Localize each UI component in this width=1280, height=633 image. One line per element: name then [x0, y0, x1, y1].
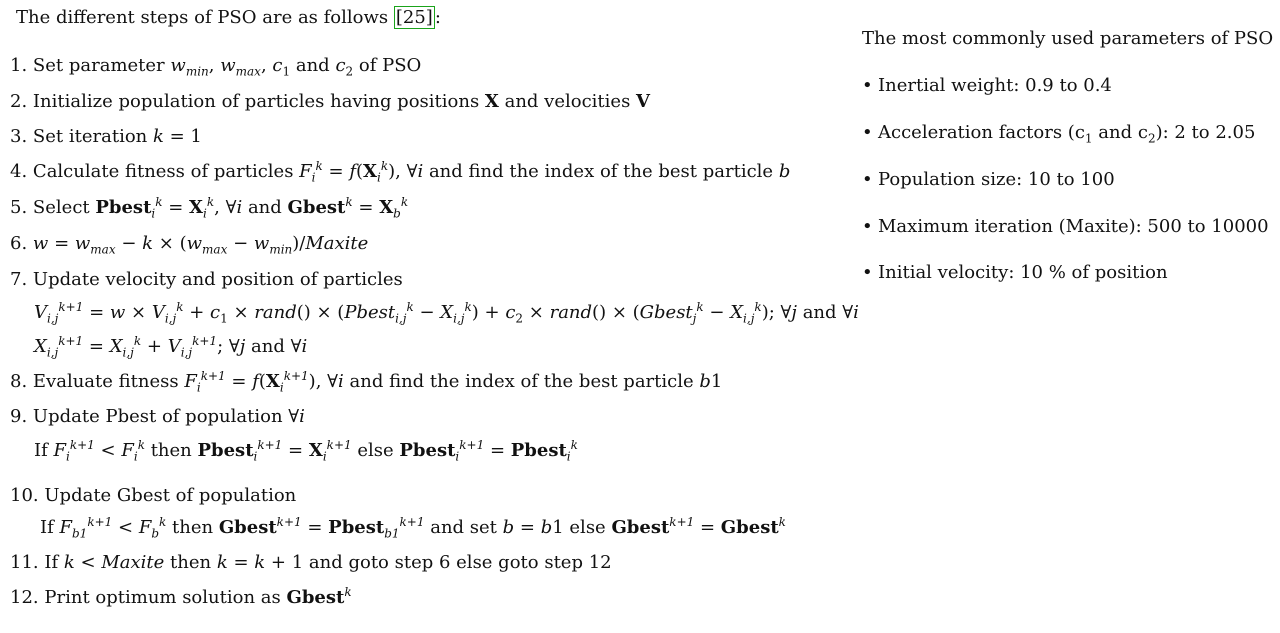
step-10	[10, 485, 296, 507]
velocities-symbol: V	[636, 91, 651, 112]
step-and: and	[290, 55, 336, 76]
step-and: and	[796, 302, 843, 323]
param-item: • Maximum iteration (Maxite): 500 to 10000	[862, 216, 1269, 237]
step-2	[10, 91, 650, 113]
step-7	[10, 269, 403, 291]
step-text: Update Pbest of population	[32, 406, 289, 427]
step-8: 8. Evaluate fitness $F_i^{k+1} = f(X_i^{k+1})$, ∀i and find the index of the best particle b1	[10, 369, 723, 395]
citation-link[interactable]: [25]	[395, 7, 433, 28]
rule-if: If	[34, 440, 54, 461]
intro-text: The different steps of PSO are as follows	[16, 7, 394, 28]
step-text: Update velocity and position of particles	[32, 269, 403, 290]
step-number: 12.	[10, 587, 39, 608]
step-4: 4. Calculate fitness of particles $F_i^k = f(X_i^k)$, ∀i and find the index of the best particle b	[10, 159, 791, 185]
step-12: 12. Print optimum solution as Gbest$^k$	[10, 585, 352, 608]
step-number: 8.	[10, 371, 28, 392]
bullet-icon: •	[862, 262, 873, 283]
step-text: Evaluate fitness	[32, 371, 185, 392]
param-item: • Initial velocity: 10 % of position	[862, 262, 1168, 283]
pbest-update-rule: If $F_i^{k+1} < F_i^k$ then Pbest$_i^{k+1}$ = $X_i^{k+1}$ else Pbest$_i^{k+1}$ = Pbest$_i^k$	[34, 438, 578, 464]
bullet-icon: •	[862, 216, 873, 237]
step-text: Update Gbest of population	[44, 485, 297, 506]
step-number: 11.	[10, 552, 39, 573]
positions-symbol: X	[484, 91, 499, 112]
step-1: 1. Set parameter $w_{min}$, $w_{max}$, $c_1$ and $c_2$ of PSO	[10, 55, 422, 79]
step-text-b: and find the index of the best particle	[343, 371, 700, 392]
step-text: Set parameter	[32, 55, 171, 76]
rule-then: then	[144, 440, 198, 461]
step-text-b: and find the index of the best particle	[423, 161, 779, 182]
param-item: • Population size: 10 to 100	[862, 169, 1115, 190]
rule-then: then	[166, 517, 219, 538]
intro-line	[16, 7, 441, 29]
bullet-icon: •	[862, 75, 873, 96]
rule-if: If	[40, 517, 60, 538]
rule-goto: and goto step 6 else goto step 12	[303, 552, 612, 573]
step-9: 9. Update Pbest of population ∀i	[10, 406, 305, 427]
step-number: 10.	[10, 485, 39, 506]
step-text: Calculate fitness of particles	[32, 161, 300, 182]
step-number: 9.	[10, 406, 28, 427]
bullet-icon: •	[862, 169, 873, 190]
step-text: Select	[32, 197, 96, 218]
step-text: Initialize population of particles having positions	[32, 91, 485, 112]
step-and: and	[242, 197, 288, 218]
step-number: 5.	[10, 197, 28, 218]
gbest-update-rule: If $F_{b1}^{k+1} < F_b^k$ then Gbest$^{k+1}$ = Pbest$_{b1}^{k+1}$ and set b = b1 else Gbest$^{k+1}$ = Gbest$^k$	[40, 515, 786, 541]
step-text: Set iteration	[32, 126, 153, 147]
step-11: 11. If k < Maxite then k = k + 1 and goto step 6 else goto step 12	[10, 552, 612, 573]
params-title: The most commonly used parameters of PSO	[862, 28, 1274, 49]
step-number: 1.	[10, 55, 28, 76]
step-of: of PSO	[353, 55, 422, 76]
step-number: 4.	[10, 161, 28, 182]
rule-then: then	[164, 552, 217, 573]
step-and: and velocities	[498, 91, 637, 112]
step-number: 6.	[10, 233, 28, 254]
step-5: 5. Select Pbest$_i^k$ = $X_i^k$, ∀i and Gbest$^k$ = $X_b^k$	[10, 195, 409, 221]
param-item: • Inertial weight: 0.9 to 0.4	[862, 75, 1112, 96]
bullet-icon: •	[862, 122, 873, 143]
rule-else: else	[351, 440, 400, 461]
position-equation: $X_{i,j}^{k+1} = X_{i,j}^k + V_{i,j}^{k+1}$; ∀j and ∀i	[34, 334, 308, 360]
step-text: Print optimum solution as	[44, 587, 287, 608]
step-number: 2.	[10, 91, 28, 112]
intro-colon: :	[434, 7, 441, 28]
rule-if: If	[44, 552, 64, 573]
step-6: 6. $w = w_{max} - k \times (w_{max}$ − $w_{min}$)/Maxite	[10, 233, 369, 257]
rule-andset: and set	[424, 517, 503, 538]
step-3: 3. Set iteration k = 1	[10, 126, 202, 147]
rule-else: else	[563, 517, 612, 538]
step-number: 3.	[10, 126, 28, 147]
step-and: and	[245, 336, 291, 357]
param-item: • Acceleration factors ($c_1$ and $c_2$): 2 to 2.05	[862, 122, 1256, 146]
velocity-equation: $V_{i,j}^{k+1} = w \times V_{i,j}^k + c_1$ × rand() × (Pbest$_{i,j}^k$ − $X_{i,j}^k) + c_2$ × rand() × (Gbest$_j^k$ − $X_{i,j}^k$); ∀j and ∀i	[34, 300, 859, 326]
step-number: 7.	[10, 269, 28, 290]
